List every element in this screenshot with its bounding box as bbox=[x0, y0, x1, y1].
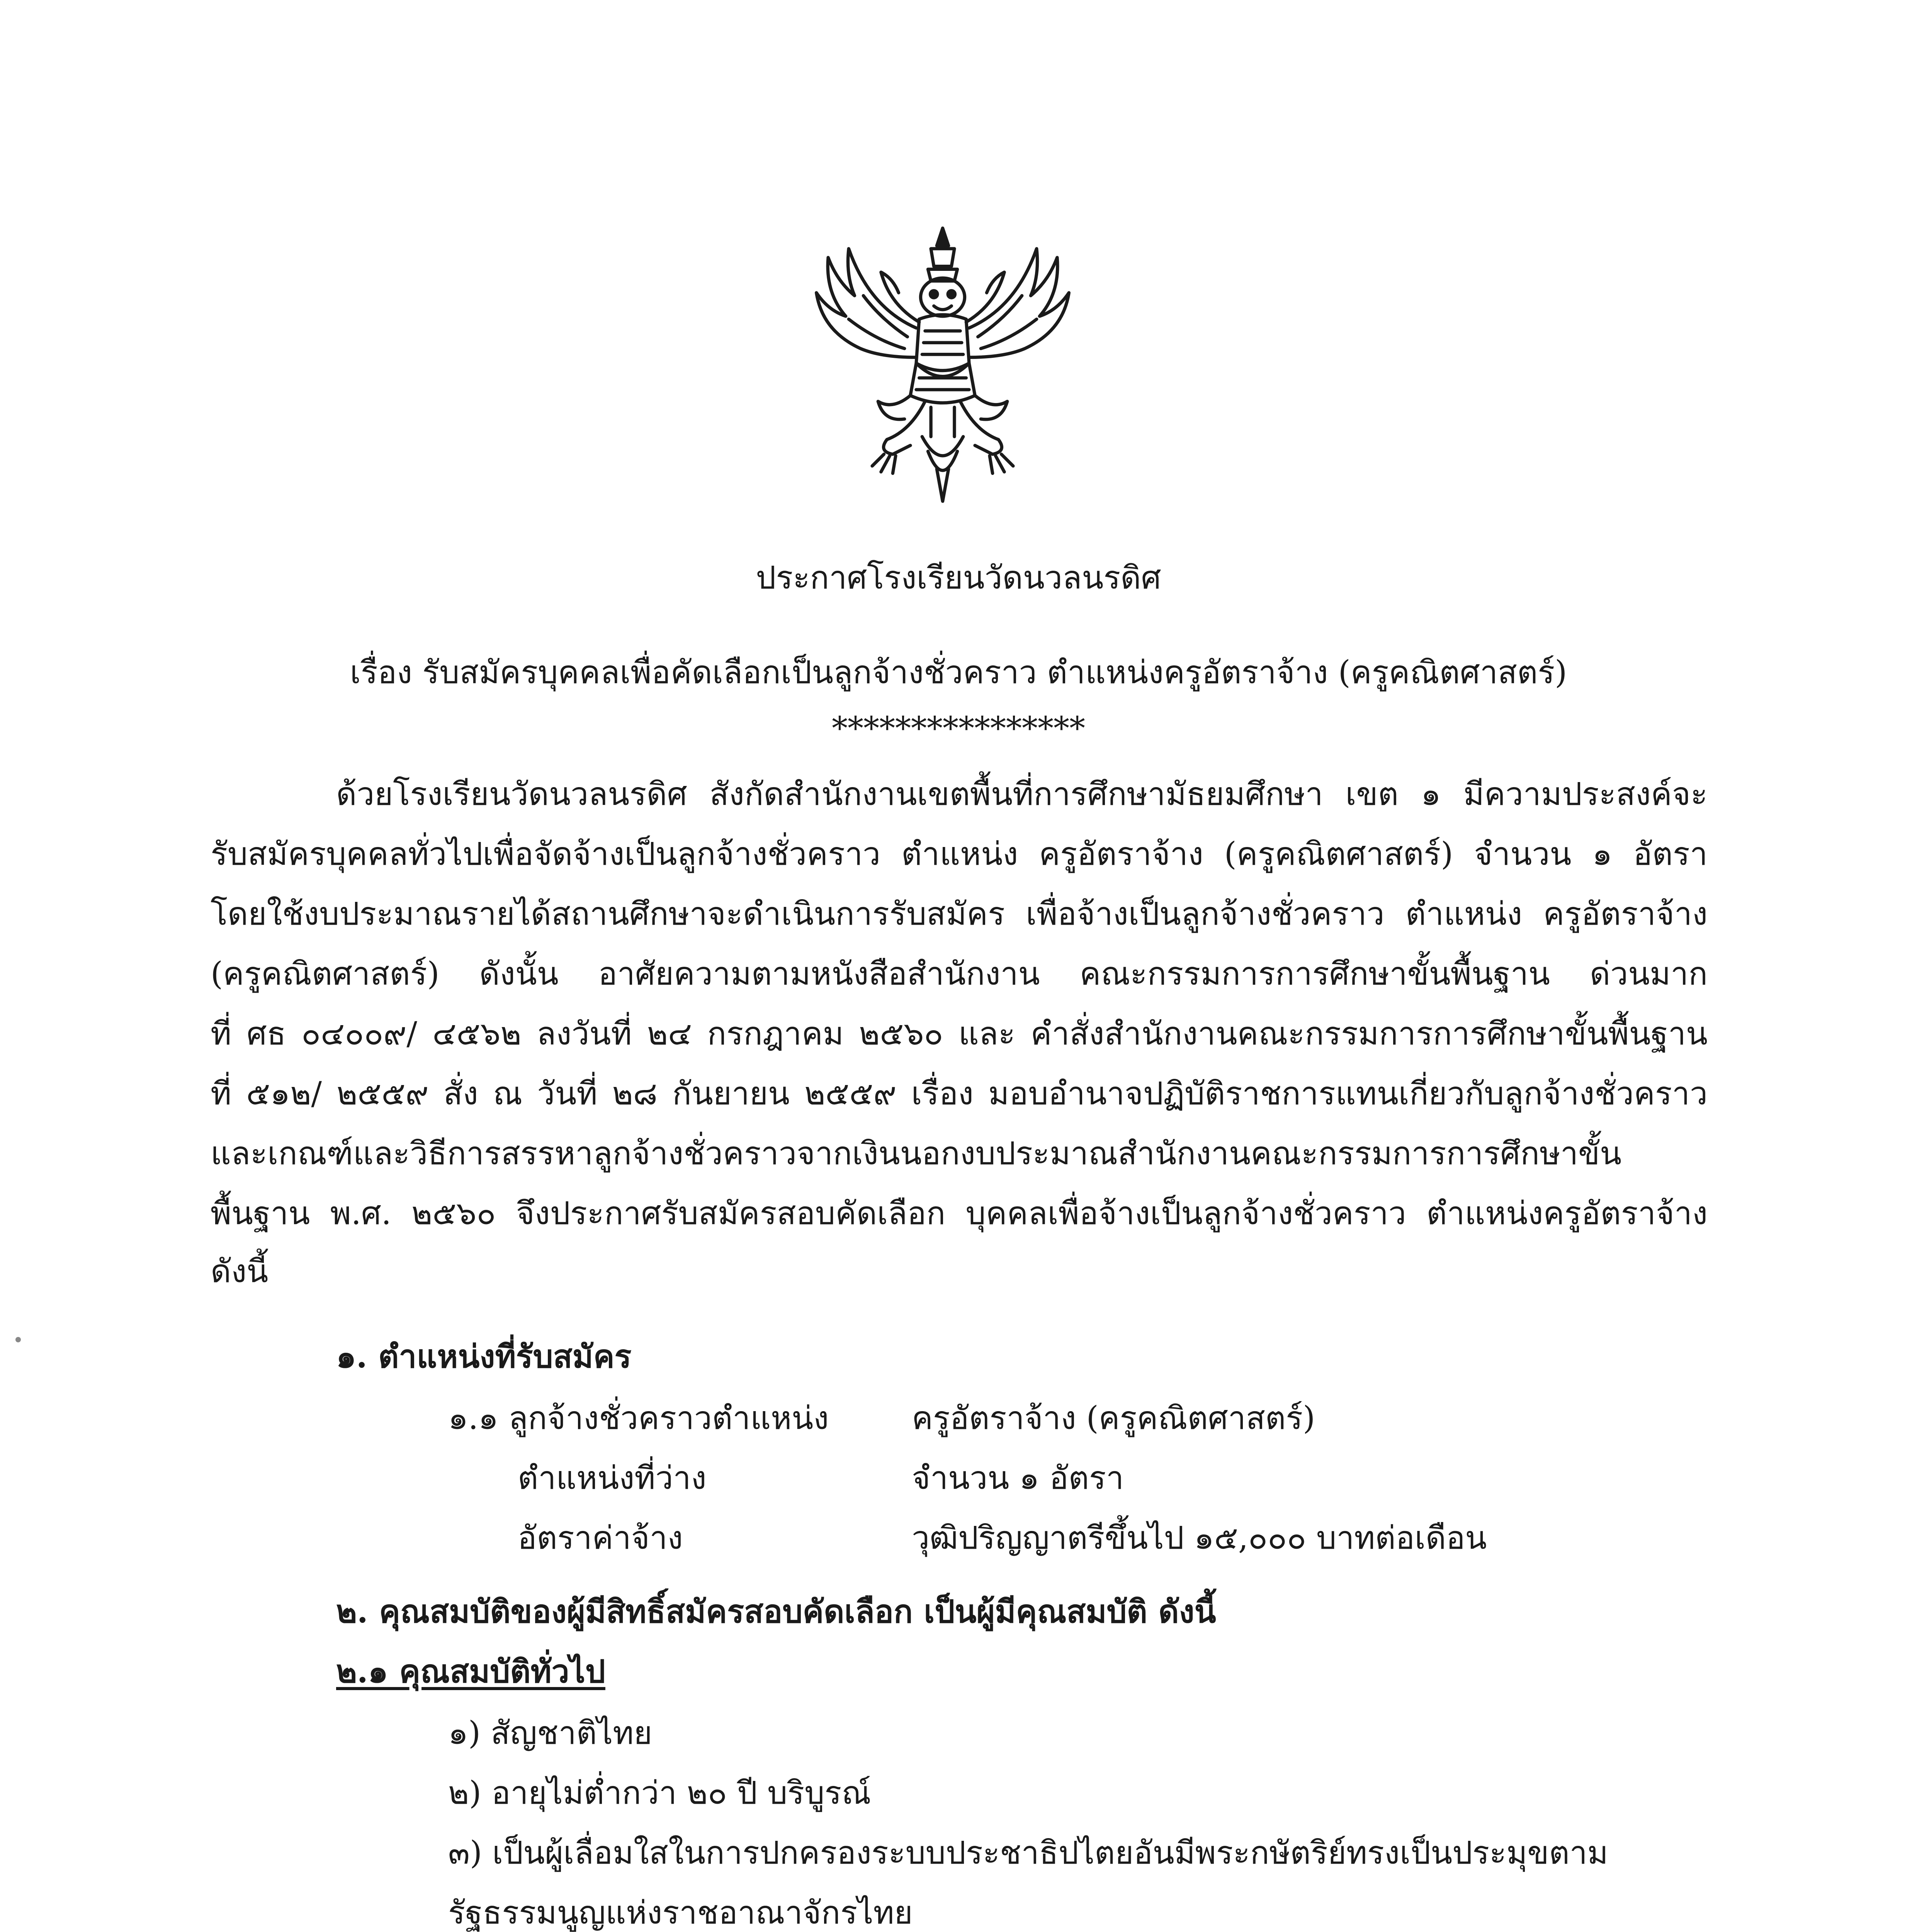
intro-line: ที่ ศธ ๐๔๐๐๙/ ๔๕๖๒ ลงวันที่ ๒๔ กรกฎาคม ๒๕๖๐ และ คำสั่งสำนักงานคณะกรรมการการศึกษาขั้นพื้นฐาน bbox=[211, 1015, 1708, 1052]
intro-line: ที่ ๕๑๒/ ๒๕๕๙ สั่ง ณ วันที่ ๒๘ กันยายน ๒๕๕๙ เรื่อง มอบอำนาจปฏิบัติราชการแทนเกี่ยวกับลูกจ้างชั่วคราว bbox=[211, 1075, 1708, 1112]
intro-line: (ครูคณิตศาสตร์) ดังนั้น อาศัยความตามหนังสือสำนักงาน คณะกรรมการการศึกษาขั้นพื้นฐาน ด่วนมาก bbox=[211, 956, 1708, 992]
stars-divider: **************** bbox=[832, 710, 1085, 747]
qualification-line: รัฐธรรมนูญแห่งราชอาณาจักรไทย bbox=[448, 1895, 913, 1931]
position-value: ครูอัตราจ้าง (ครูคณิตศาสตร์) bbox=[912, 1400, 1315, 1437]
qualification-line: ๒) อายุไม่ต่ำกว่า ๒๐ ปี บริบูรณ์ bbox=[448, 1775, 871, 1811]
announcement-title: ประกาศโรงเรียนวัดนวลนรดิศ bbox=[756, 560, 1161, 596]
intro-line: ด้วยโรงเรียนวัดนวลนรดิศ สังกัดสำนักงานเขตพื้นที่การศึกษามัธยมศึกษา เขต ๑ มีความประสงค์จะ bbox=[336, 776, 1708, 813]
section-2-1-subheading: ๒.๑ คุณสมบัติทั่วไป bbox=[336, 1653, 605, 1690]
intro-line: และเกณฑ์และวิธีการสรรหาลูกจ้างชั่วคราวจากเงินนอกงบประมาณสำนักงานคณะกรรมการการศึกษาขั้น bbox=[211, 1135, 1622, 1172]
section-2-heading: ๒. คุณสมบัติของผู้มีสิทธิ์สมัครสอบคัดเลือก เป็นผู้มีคุณสมบัติ ดังนี้ bbox=[336, 1593, 1216, 1630]
qualification-line: ๑) สัญชาติไทย bbox=[448, 1715, 653, 1752]
garuda-emblem bbox=[796, 216, 1089, 510]
wage-label: อัตราค่าจ้าง bbox=[518, 1520, 683, 1556]
intro-line: ดังนี้ bbox=[211, 1253, 269, 1290]
announcement-subject: เรื่อง รับสมัครบุคคลเพื่อคัดเลือกเป็นลูกจ้างชั่วคราว ตำแหน่งครูอัตราจ้าง (ครูคณิตศาสตร์) bbox=[350, 654, 1567, 691]
wage-value: วุฒิปริญญาตรีขึ้นไป ๑๕,๐๐๐ บาทต่อเดือน bbox=[912, 1520, 1487, 1556]
vacancy-label: ตำแหน่งที่ว่าง bbox=[518, 1460, 707, 1497]
position-label: ๑.๑ ลูกจ้างชั่วคราวตำแหน่ง bbox=[448, 1400, 829, 1437]
section-1-heading: ๑. ตำแหน่งที่รับสมัคร bbox=[336, 1338, 632, 1375]
intro-line: พื้นฐาน พ.ศ. ๒๕๖๐ จึงประกาศรับสมัครสอบคัดเลือก บุคคลเพื่อจ้างเป็นลูกจ้างชั่วคราว ตำแหน่งครูอัตราจ้าง bbox=[211, 1195, 1708, 1232]
vacancy-value: จำนวน ๑ อัตรา bbox=[912, 1460, 1124, 1497]
intro-line: โดยใช้งบประมาณรายได้สถานศึกษาจะดำเนินการรับสมัคร เพื่อจ้างเป็นลูกจ้างชั่วคราว ตำแหน่ง ครูอัตราจ้าง bbox=[211, 896, 1708, 932]
qualification-line: ๓) เป็นผู้เลื่อมใสในการปกครองระบบประชาธิปไตยอันมีพระกษัตริย์ทรงเป็นประมุขตาม bbox=[448, 1835, 1608, 1871]
scan-speck bbox=[15, 1337, 21, 1342]
intro-line: รับสมัครบุคคลทั่วไปเพื่อจัดจ้างเป็นลูกจ้างชั่วคราว ตำแหน่ง ครูอัตราจ้าง (ครูคณิตศาสตร์) จำนวน ๑ อัตรา bbox=[211, 836, 1708, 872]
